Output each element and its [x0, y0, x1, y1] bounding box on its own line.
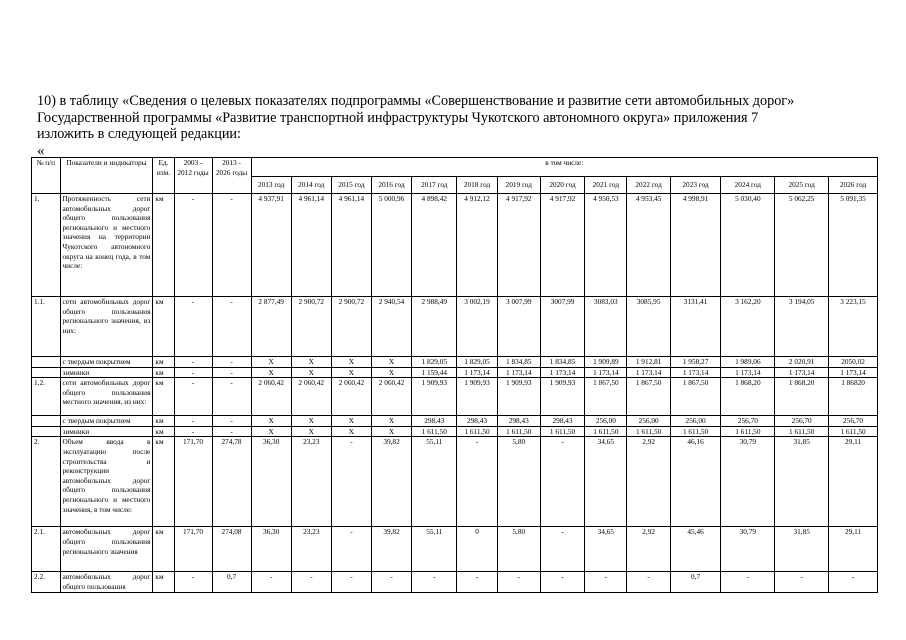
year-value: X: [251, 357, 291, 368]
year-value: 1 989,06: [721, 357, 775, 368]
year-value: 1 958,27: [670, 357, 721, 368]
period-2003-2012-value: -: [174, 194, 212, 297]
year-value: 1 834,85: [540, 357, 584, 368]
year-value: 1 611,50: [585, 426, 627, 437]
year-value: 3131,41: [670, 297, 721, 357]
row-number: [32, 426, 61, 437]
year-value: 34,65: [585, 527, 627, 572]
indicator-name: Объем ввода в эксплуатацию после строительства и реконструкции автомобильных дорог общего пользования регионального и местного значения, в том числе:: [60, 437, 153, 527]
year-value: 4 917,92: [540, 194, 584, 297]
year-value: 1 173,14: [540, 367, 584, 378]
row-number: 2.: [32, 437, 61, 527]
indicator-name: сети автомобильных дорог общего пользования регионального значения, из них:: [60, 297, 153, 357]
period-2013-2026-value: -: [212, 367, 251, 378]
header-period-2013-2026: 2013 - 2026 годы: [212, 158, 251, 194]
year-value: -: [497, 572, 540, 592]
period-2003-2012-value: -: [174, 367, 212, 378]
year-value: 1 173,14: [670, 367, 721, 378]
table-row: [32, 572, 878, 592]
unit-cell: км: [153, 416, 174, 427]
year-value: 5,80: [497, 437, 540, 527]
header-year: 2019 год: [497, 177, 540, 194]
period-2013-2026-value: -: [212, 378, 251, 416]
indicator-name: зимники: [60, 367, 153, 378]
period-2003-2012-value: -: [174, 426, 212, 437]
year-value: 1 173,14: [829, 367, 878, 378]
intro-paragraph: [37, 93, 875, 143]
year-value: 2 060,42: [291, 378, 331, 416]
year-value: 1 611,50: [775, 426, 829, 437]
period-2003-2012-value: 171,70: [174, 437, 212, 527]
row-number: 2.2.: [32, 572, 61, 592]
year-value: 2 060,42: [331, 378, 371, 416]
unit-cell: км: [153, 572, 174, 592]
header-unit: Ед. изм.: [153, 158, 174, 194]
year-value: 1 829,05: [412, 357, 457, 368]
year-value: 298,43: [540, 416, 584, 427]
row-number: [32, 367, 61, 378]
intro-line-3: изложить в следующей редакции:: [37, 126, 241, 142]
year-value: -: [775, 572, 829, 592]
year-value: 1 867,50: [670, 378, 721, 416]
year-value: 34,65: [585, 437, 627, 527]
unit-cell: км: [153, 426, 174, 437]
row-number: 1.2.: [32, 378, 61, 416]
year-value: 1 86820: [829, 378, 878, 416]
year-value: 256,00: [627, 416, 670, 427]
year-value: 1 912,81: [627, 357, 670, 368]
year-value: 3007,99: [540, 297, 584, 357]
row-number: [32, 357, 61, 368]
period-2003-2012-value: -: [174, 572, 212, 592]
year-value: 55,11: [412, 527, 457, 572]
year-value: 3 007,99: [497, 297, 540, 357]
year-value: 4 937,91: [251, 194, 291, 297]
year-value: 45,46: [670, 527, 721, 572]
year-value: 0,7: [670, 572, 721, 592]
year-value: 4 961,14: [331, 194, 371, 297]
year-value: 1 611,50: [457, 426, 497, 437]
year-value: 1 867,50: [627, 378, 670, 416]
header-year: 2018 год: [457, 177, 497, 194]
year-value: 5,80: [497, 527, 540, 572]
year-value: 1 611,50: [412, 426, 457, 437]
year-value: 36,30: [251, 437, 291, 527]
indicator-name: автомобильных дорог общего пользования: [60, 572, 153, 592]
year-value: 30,79: [721, 527, 775, 572]
year-value: 1 173,14: [457, 367, 497, 378]
year-value: -: [540, 572, 584, 592]
period-2013-2026-value: 274,78: [212, 437, 251, 527]
indicator-name: автомобильных дорог общего пользования регионального значения: [60, 527, 153, 572]
year-value: -: [540, 527, 584, 572]
year-value: X: [251, 416, 291, 427]
year-value: 1 611,50: [627, 426, 670, 437]
header-year: 2013 год: [251, 177, 291, 194]
year-value: 1 173,14: [497, 367, 540, 378]
header-year: 2016 год: [371, 177, 411, 194]
indicator-name: с твердым покрытием: [60, 416, 153, 427]
header-num: № п/п: [32, 158, 61, 194]
table-row: [32, 297, 878, 357]
table-row: [32, 367, 878, 378]
year-value: 1 159,44: [412, 367, 457, 378]
year-value: 23,23: [291, 527, 331, 572]
year-value: 298,43: [412, 416, 457, 427]
header-period-2003-2012: 2003 - 2012 годы: [174, 158, 212, 194]
header-including: в том числе:: [251, 158, 877, 177]
year-value: -: [457, 437, 497, 527]
period-2013-2026-value: -: [212, 426, 251, 437]
year-value: 3 002,19: [457, 297, 497, 357]
table-row: [32, 416, 878, 427]
unit-cell: км: [153, 527, 174, 572]
year-value: 1 611,50: [670, 426, 721, 437]
period-2013-2026-value: -: [212, 194, 251, 297]
year-value: 1 834,85: [497, 357, 540, 368]
header-year: 2024 год: [721, 177, 775, 194]
header-year: 2020 год: [540, 177, 584, 194]
year-value: -: [291, 572, 331, 592]
row-number: 2.1.: [32, 527, 61, 572]
year-value: 4 917,92: [497, 194, 540, 297]
year-value: 1 829,05: [457, 357, 497, 368]
unit-cell: км: [153, 357, 174, 368]
year-value: 39,82: [371, 437, 411, 527]
year-value: 1 909,93: [412, 378, 457, 416]
year-value: 36,30: [251, 527, 291, 572]
year-value: 1 611,50: [829, 426, 878, 437]
year-value: 31,85: [775, 437, 829, 527]
table-row: [32, 378, 878, 416]
year-value: -: [371, 572, 411, 592]
year-value: 30,79: [721, 437, 775, 527]
year-value: X: [371, 357, 411, 368]
header-year: 2017 год: [412, 177, 457, 194]
row-number: 1.: [32, 194, 61, 297]
year-value: X: [291, 357, 331, 368]
year-value: 2 900,72: [331, 297, 371, 357]
year-value: 1 173,14: [721, 367, 775, 378]
year-value: -: [457, 572, 497, 592]
year-value: 1 611,50: [540, 426, 584, 437]
unit-cell: км: [153, 378, 174, 416]
year-value: 1 909,93: [457, 378, 497, 416]
year-value: -: [331, 527, 371, 572]
indicator-name: с твердым покрытием: [60, 357, 153, 368]
year-value: -: [829, 572, 878, 592]
year-value: 256,70: [829, 416, 878, 427]
year-value: 1 611,50: [497, 426, 540, 437]
year-value: -: [585, 572, 627, 592]
year-value: 31,85: [775, 527, 829, 572]
year-value: 2 940,54: [371, 297, 411, 357]
year-value: X: [291, 416, 331, 427]
year-value: 4 898,42: [412, 194, 457, 297]
indicators-table: [31, 157, 878, 593]
table-row: [32, 527, 878, 572]
year-value: 256,00: [585, 416, 627, 427]
period-2013-2026-value: -: [212, 297, 251, 357]
year-value: 256,00: [670, 416, 721, 427]
header-year: 2014 год: [291, 177, 331, 194]
year-value: X: [331, 426, 371, 437]
year-value: 1 173,14: [775, 367, 829, 378]
year-value: X: [291, 367, 331, 378]
table-row: [32, 194, 878, 297]
year-value: 1 173,14: [627, 367, 670, 378]
year-value: 5 091,35: [829, 194, 878, 297]
year-value: -: [721, 572, 775, 592]
table-row: [32, 357, 878, 368]
year-value: 3085,95: [627, 297, 670, 357]
table-row: [32, 426, 878, 437]
indicator-name: сети автомобильных дорог общего пользования местного значения, из них:: [60, 378, 153, 416]
year-value: 1 867,50: [585, 378, 627, 416]
year-value: 1 868,20: [721, 378, 775, 416]
year-value: -: [251, 572, 291, 592]
year-value: 3083,03: [585, 297, 627, 357]
year-value: X: [251, 426, 291, 437]
year-value: 0: [457, 527, 497, 572]
row-number: [32, 416, 61, 427]
year-value: 1 868,20: [775, 378, 829, 416]
year-value: 5 062,25: [775, 194, 829, 297]
period-2003-2012-value: 171,70: [174, 527, 212, 572]
year-value: 2 060,42: [251, 378, 291, 416]
indicator-name: зимники: [60, 426, 153, 437]
unit-cell: км: [153, 367, 174, 378]
year-value: X: [331, 357, 371, 368]
indicator-name: Протяженность сети автомобильных дорог общего пользования регионального и местного значения на территории Чукотского автономного округа на конец года, в том числе:: [60, 194, 153, 297]
period-2013-2026-value: -: [212, 357, 251, 368]
year-value: 1 611,50: [721, 426, 775, 437]
year-value: 2 900,72: [291, 297, 331, 357]
year-value: 1 173,14: [585, 367, 627, 378]
year-value: 29,11: [829, 527, 878, 572]
year-value: X: [371, 416, 411, 427]
unit-cell: км: [153, 437, 174, 527]
year-value: 1 909,89: [585, 357, 627, 368]
year-value: 4 961,14: [291, 194, 331, 297]
header-year: 2022 год: [627, 177, 670, 194]
year-value: X: [331, 367, 371, 378]
year-value: 5 000,96: [371, 194, 411, 297]
year-value: X: [371, 426, 411, 437]
year-value: 298,43: [497, 416, 540, 427]
period-2003-2012-value: -: [174, 297, 212, 357]
year-value: 2050,02: [829, 357, 878, 368]
year-value: 2 020,91: [775, 357, 829, 368]
year-value: 55,11: [412, 437, 457, 527]
year-value: 4 953,45: [627, 194, 670, 297]
year-value: 2 988,49: [412, 297, 457, 357]
opening-quote: «: [37, 143, 45, 159]
year-value: 1 909,93: [497, 378, 540, 416]
year-value: X: [251, 367, 291, 378]
period-2003-2012-value: -: [174, 378, 212, 416]
year-value: 2,92: [627, 437, 670, 527]
year-value: 39,82: [371, 527, 411, 572]
year-value: 2 877,49: [251, 297, 291, 357]
row-number: 1.1.: [32, 297, 61, 357]
year-value: 4 998,91: [670, 194, 721, 297]
year-value: 3 223,15: [829, 297, 878, 357]
year-value: 4 912,12: [457, 194, 497, 297]
unit-cell: км: [153, 297, 174, 357]
period-2003-2012-value: -: [174, 357, 212, 368]
year-value: -: [540, 437, 584, 527]
year-value: 256,70: [775, 416, 829, 427]
year-value: 5 030,40: [721, 194, 775, 297]
year-value: 298,43: [457, 416, 497, 427]
year-value: 2 060,42: [371, 378, 411, 416]
period-2013-2026-value: 274,08: [212, 527, 251, 572]
intro-line-1: 10) в таблицу «Сведения о целевых показателях подпрограммы «Совершенствование и развитие сети автомобильных дорог»: [37, 93, 795, 109]
header-year: 2021 год: [585, 177, 627, 194]
period-2013-2026-value: -: [212, 416, 251, 427]
table-row: [32, 437, 878, 527]
year-value: -: [331, 437, 371, 527]
year-value: 3 162,20: [721, 297, 775, 357]
year-value: X: [371, 367, 411, 378]
header-indicator: Показатели и индикаторы: [60, 158, 153, 194]
period-2013-2026-value: 0,7: [212, 572, 251, 592]
year-value: -: [627, 572, 670, 592]
header-year: 2023 год: [670, 177, 721, 194]
year-value: 23,23: [291, 437, 331, 527]
header-year: 2015 год: [331, 177, 371, 194]
header-year: 2026 год: [829, 177, 878, 194]
year-value: 2,92: [627, 527, 670, 572]
year-value: X: [291, 426, 331, 437]
period-2003-2012-value: -: [174, 416, 212, 427]
year-value: 3 194,05: [775, 297, 829, 357]
year-value: -: [412, 572, 457, 592]
unit-cell: км: [153, 194, 174, 297]
year-value: 1 909,93: [540, 378, 584, 416]
year-value: 256,70: [721, 416, 775, 427]
year-value: X: [331, 416, 371, 427]
year-value: 46,16: [670, 437, 721, 527]
header-year: 2025 год: [775, 177, 829, 194]
year-value: 4 950,53: [585, 194, 627, 297]
intro-line-2: Государственной программы «Развитие транспортной инфраструктуры Чукотского автономного округа» приложения 7: [37, 109, 759, 126]
year-value: 29,11: [829, 437, 878, 527]
year-value: -: [331, 572, 371, 592]
